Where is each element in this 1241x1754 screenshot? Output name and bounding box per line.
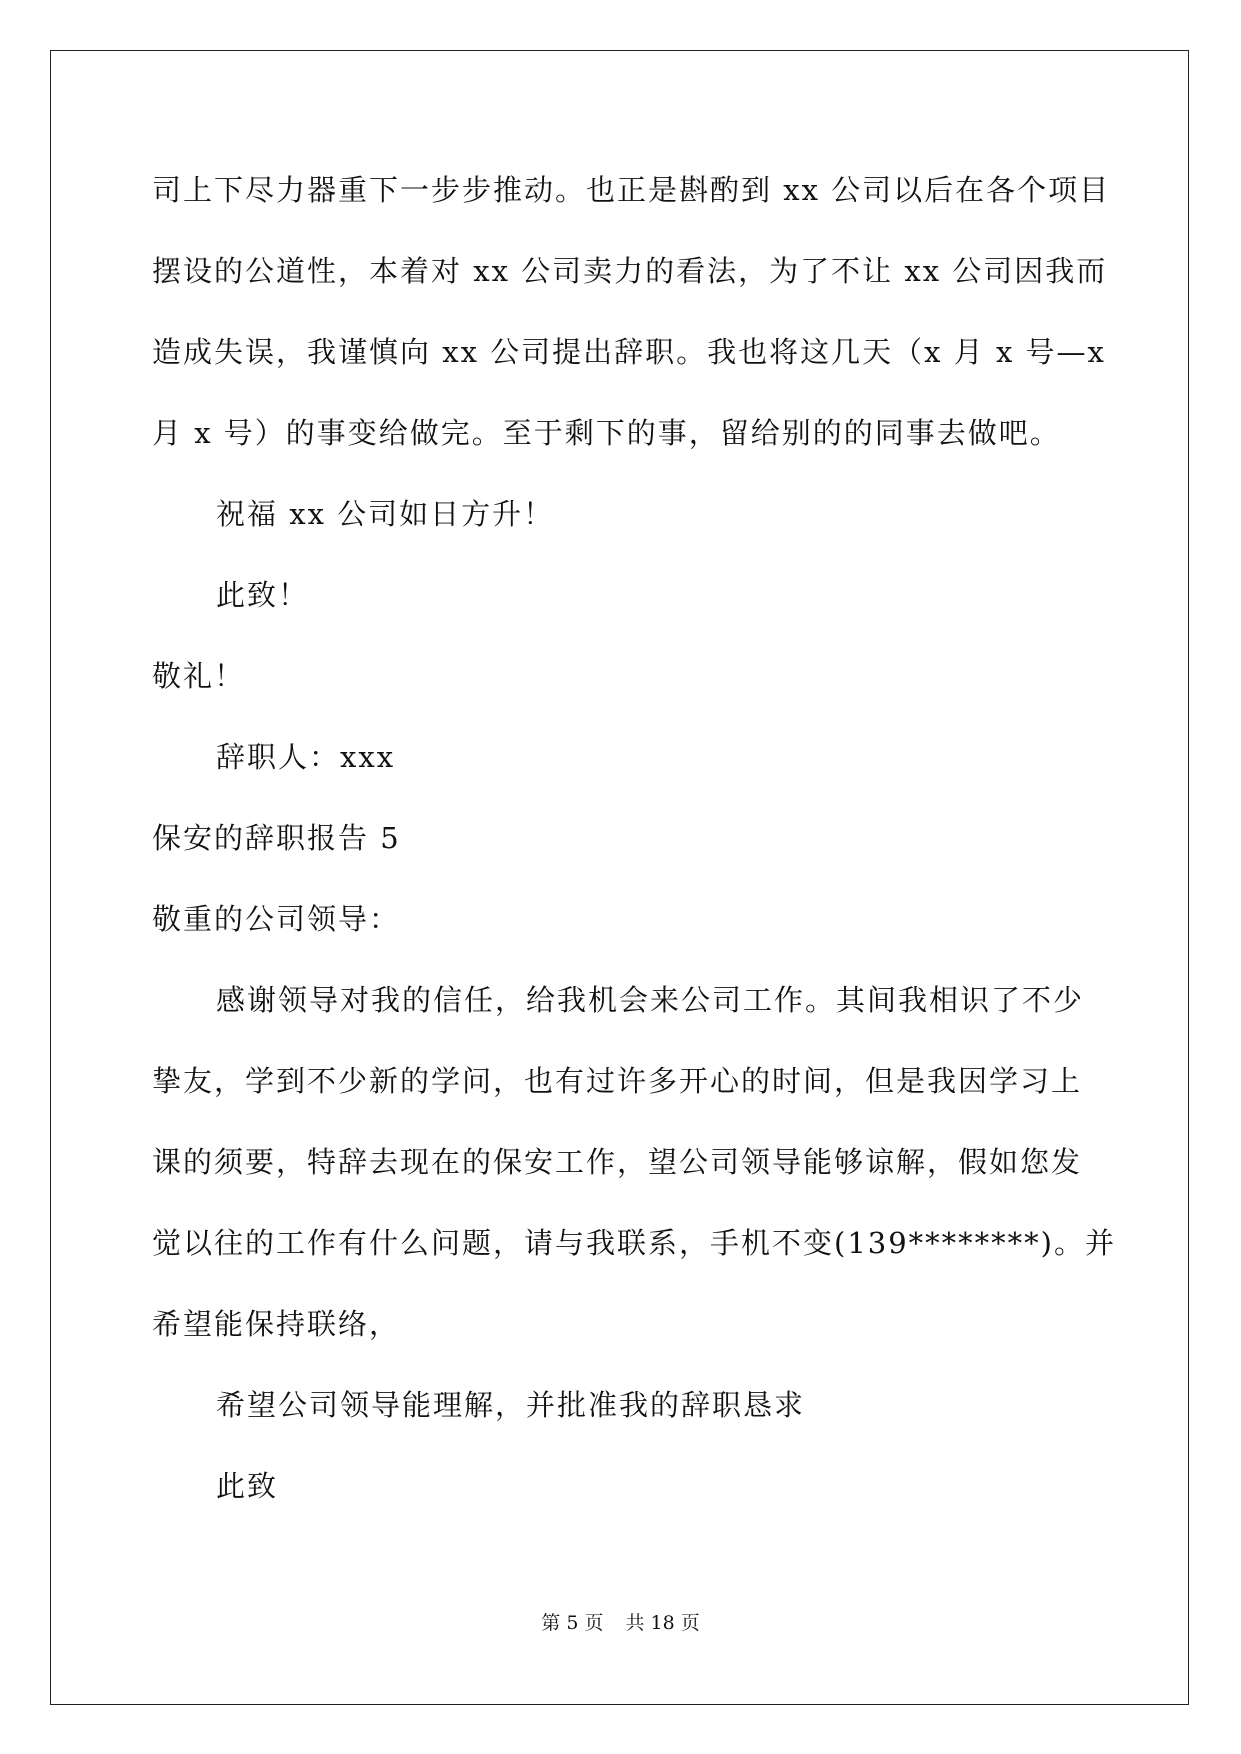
body-line-1: 感谢领导对我的信任，给我机会来公司工作。其间我相识了不少 [216,983,1085,1017]
greeting-line: 敬重的公司领导： [152,902,401,936]
closing-line-2: 此致 [216,1469,279,1503]
paragraph-line-4: 月 x 号）的事变给做完。至于剩下的事，留给别的的同事去做吧。 [152,416,1061,450]
paragraph-line-1: 司上下尽力器重下一步步推动。也正是斟酌到 xx 公司以后在各个项目 [152,173,1111,207]
section-title: 保安的辞职报告 5 [152,821,401,855]
paragraph-line-3: 造成失误，我谨慎向 xx 公司提出辞职。我也将这几天（x 月 x 号—x [152,335,1106,369]
body-line-4: 觉以往的工作有什么问题，请与我联系，手机不变(139********)。并 [152,1226,1116,1260]
page-footer [0,1611,1241,1635]
page-frame [50,50,1189,1705]
request-line: 希望公司领导能理解，并批准我的辞职恳求 [216,1388,806,1422]
blessing-line: 祝福 xx 公司如日方升！ [216,497,555,531]
body-line-2: 挚友，学到不少新的学问，也有过许多开心的时间，但是我因学习上 [152,1064,1083,1098]
total-pages: 共 18 页 [625,1612,700,1634]
body-line-3: 课的须要，特辞去现在的保安工作，望公司领导能够谅解，假如您发 [152,1145,1083,1179]
page-number: 第 5 页 [541,1612,604,1634]
signature-line: 辞职人：xxx [216,740,396,774]
salute-line: 敬礼！ [152,659,246,693]
paragraph-line-2: 摆设的公道性，本着对 xx 公司卖力的看法，为了不让 xx 公司因我而 [152,254,1108,288]
closing-line-1: 此致！ [216,578,310,612]
body-line-5: 希望能保持联络， [152,1307,401,1341]
